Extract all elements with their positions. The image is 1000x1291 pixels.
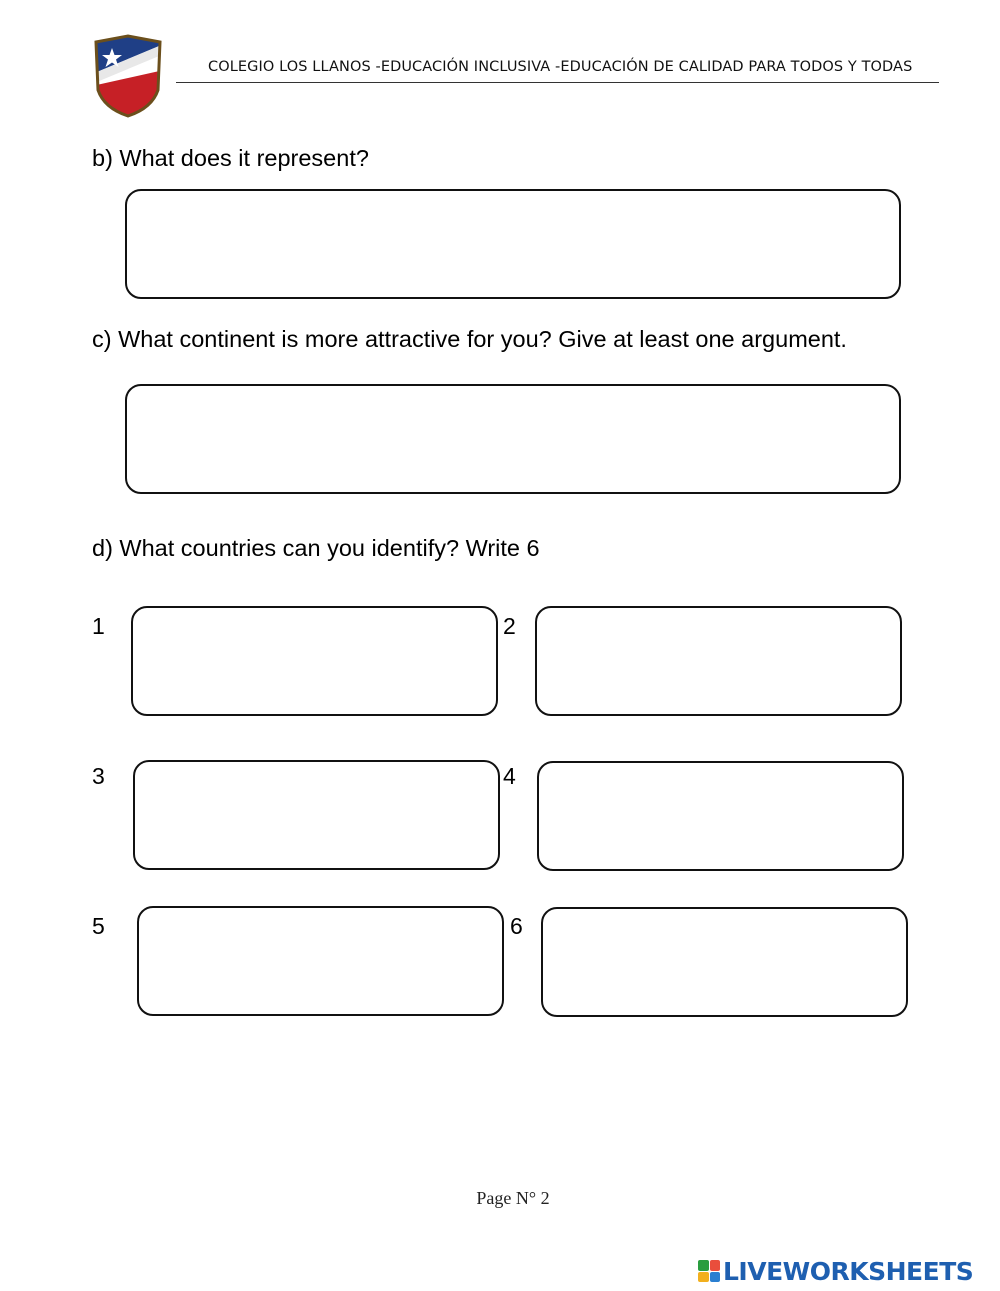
country-answer-box-5[interactable] <box>137 906 504 1016</box>
page-number: Page N° 2 <box>476 1188 550 1208</box>
country-number-2: 2 <box>503 613 516 639</box>
question-c: c) What continent is more attractive for you? Give at least one argument. <box>92 326 847 352</box>
question-d: d) What countries can you identify? Write 6 <box>92 535 540 561</box>
country-answer-box-1[interactable] <box>131 606 498 716</box>
liveworksheets-logo[interactable] <box>698 1256 973 1286</box>
country-answer-box-6[interactable] <box>541 907 908 1017</box>
liveworksheets-icon <box>698 1260 720 1282</box>
country-number-3: 3 <box>92 763 105 789</box>
header-divider <box>176 82 939 83</box>
country-number-4: 4 <box>503 763 516 789</box>
country-answer-box-2[interactable] <box>535 606 902 716</box>
school-crest-icon <box>92 34 164 118</box>
country-number-1: 1 <box>92 613 105 639</box>
question-b: b) What does it represent? <box>92 145 369 171</box>
school-name: COLEGIO LOS LLANOS -EDUCACIÓN INCLUSIVA -EDUCACIÓN DE CALIDAD PARA TODOS Y TODAS <box>208 59 913 75</box>
country-number-6: 6 <box>510 913 523 939</box>
brand-name: LIVEWORKSHEETS <box>723 1256 974 1286</box>
country-answer-box-3[interactable] <box>133 760 500 870</box>
answer-box-c[interactable] <box>125 384 901 494</box>
country-answer-box-4[interactable] <box>537 761 904 871</box>
answer-box-b[interactable] <box>125 189 901 299</box>
country-number-5: 5 <box>92 913 105 939</box>
